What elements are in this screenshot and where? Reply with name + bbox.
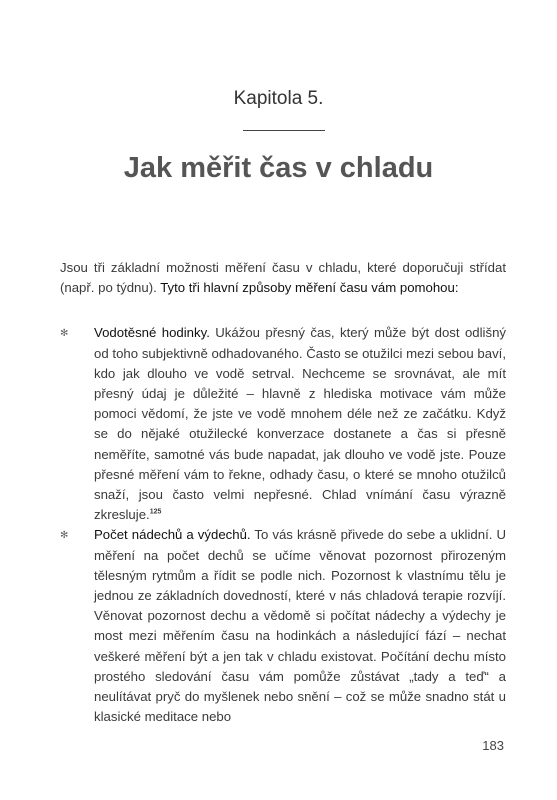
list-item-lead: Vodotěsné hodinky. [94,325,210,341]
body-text [60,258,506,727]
list-item-lead: Počet nádechů a výdechů. [94,527,251,543]
method-list [60,323,506,727]
list-item [60,525,506,727]
intro-text: Jsou tři základní možnosti měření času v chladu, které doporučuji střídat (např. po týdnu). [60,260,506,296]
chapter-divider [243,130,325,131]
footnote-ref: 125 [149,508,162,516]
snowflake-bullet-icon: ✻ [60,328,69,340]
intro-paragraph [60,258,506,298]
chapter-title: Jak měřit čas v chladu [123,152,434,184]
list-item-text: Ukážou přesný čas, který může být dost odlišný od toho subjektivně odhadovaného. Často se otužilci mezi sebou baví, kdo jak dlouho ve vodě setrval. Nechceme se srovnávat, ale mít přesný údaj je důležité – hlavně z hlediska motivace vám může pomoci vědomí, že jste ve vodě mnohem déle než ze začátku. Když se do nějaké otužilecké konverzace dostanete a čas si přesně neměříte, samotné vás bude napadat, jak dlouho ve vodě jste. Pouze přesné měření vám to řekne, odhady času, o které se mnoho otužilců snaží, jsou často velmi nepřesné. Chlad vnímání času výrazně zkresluje. [94,325,506,523]
page-number: 183 [482,738,504,753]
intro-emphasis: Tyto tři hlavní způsoby měření času vám pomohou: [160,280,459,296]
list-item [60,323,506,525]
chapter-label: Kapitola 5. [233,88,324,109]
list-item-text: To vás krásně přivede do sebe a uklidní. U měření na počet dechů se učíme věnovat pozornost přirozeným tělesným rytmům a řídit se podle nich. Pozornost k vlastnímu tělu je jednou ze základních dovedností, které v nás chladová terapie rozvíjí. Věnovat pozornost dechu a vědomě si počítat nádechy a výdechy je most mezi měřením času na hodinkách a následující fází – nechat veškeré měření být a jen tak v chladu existovat. Počítání dechu místo prostého sledování času vám pomůže zůstávat „tady a teď“ a neulítávat pryč do myšlenek nebo snění – což se může snadno stát u klasické meditace nebo [94,527,506,725]
snowflake-bullet-icon: ✻ [60,530,69,542]
